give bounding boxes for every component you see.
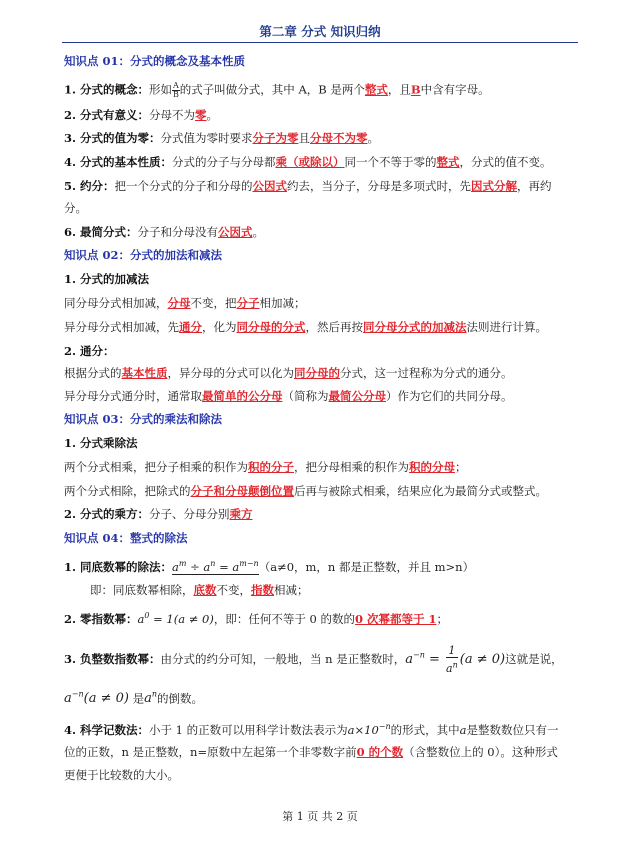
paragraph-reciprocal: $a^{-n}(a \ne 0)$ 是$a^n$的倒数。: [64, 690, 204, 707]
fraction-a-over-b: $\frac{A}{B}$: [172, 81, 179, 99]
formula-a-n: $a^n$: [144, 690, 158, 707]
paragraph-reduction-cont: 分。: [64, 201, 87, 215]
formula-scientific: $a\times 10^{-n}$: [347, 722, 391, 737]
formula-a-neg-n: $a^{-n}(a \ne 0)$: [64, 690, 129, 707]
paragraph-lcd: 异分母分式通分时，通常取最简单的公分母（简称为最简公分母）作为它们的共同分母。: [64, 389, 513, 403]
formula-power-division: $a^m \div a^n = a^{m-n}$: [172, 559, 259, 574]
subheading-common-denominator: 2. 通分：: [64, 344, 115, 358]
formula-negative-exponent: $a^{-n}$ = $\frac{1}{a^n} (a \ne 0)$: [405, 644, 506, 675]
paragraph-divide: 两个分式相除，把除式的分子和分母颠倒位置后再与被除式相乘，结果应化为最简分式或整式。: [64, 484, 547, 498]
paragraph-negative-exponent: 3. 负整数指数幂：由分式的约分可知，一般地，当 n 是正整数时，$a^{-n}$ = $\frac{1}{a^n} (a \ne 0)$这就是说，: [64, 644, 563, 675]
paragraph-reduction: 5. 约分：把一个分式的分子和分母的公因式约去，当分子，分母是多项式时，先因式分解，再约: [64, 179, 552, 193]
paragraph-scientific-notation: 4. 科学记数法：小于 1 的正数可以用科学计数法表示为$a\times 10^{-n}$的形式，其中a是整数数位只有一: [64, 722, 559, 737]
section-heading-2: 知识点 02：分式的加法和减法: [64, 248, 223, 262]
title-divider: [62, 42, 578, 43]
paragraph-basic-property: 4. 分式的基本性质：分式的分子与分母都乘（或除以）同一个不等于零的整式，分式的值不变。: [64, 155, 552, 169]
paragraph-multiply: 两个分式相乘，把分子相乘的积作为积的分子，把分母相乘的积作为积的分母；: [64, 460, 467, 474]
paragraph-diff-denominator: 异分母分式相加减，先通分，化为同分母的分式，然后再按同分母分式的加减法法则进行计算。: [64, 320, 547, 334]
paragraph-common-def: 根据分式的基本性质，异分母的分式可以化为同分母的分式，这一过程称为分式的通分。: [64, 366, 513, 380]
section-heading-1: 知识点 01：分式的概念及基本性质: [64, 54, 246, 68]
paragraph-concept: 1. 分式的概念：形如 $\frac{A}{B}$ 的式子叫做分式，其中 A，B 是两个整式，且B中含有字母。: [64, 81, 490, 99]
paragraph-scientific-end: 更便于比较数的大小。: [64, 768, 179, 782]
paragraph-same-base-division: 1. 同底数幂的除法：$a^m \div a^n = a^{m-n}(a\ne 0$，m，n 都是正整数，并且 m>n）: [64, 559, 475, 574]
paragraph-power: 2. 分式的乘方：分子、分母分别乘方: [64, 507, 253, 521]
paragraph-simplest: 6. 最简分式：分子和分母没有公因式。: [64, 225, 265, 239]
subheading-mul-div: 1. 分式乘除法: [64, 436, 138, 450]
formula-zero-exponent: $a^0 = 1(a \ne 0)$: [137, 611, 214, 626]
paragraph-meaningful: 2. 分式有意义：分母不为零。: [64, 108, 219, 122]
section-heading-3: 知识点 03：分式的乘法和除法: [64, 412, 223, 426]
paragraph-same-base-rule: 即：同底数幂相除，底数不变，指数相减；: [90, 583, 309, 597]
section-heading-4: 知识点 04：整式的除法: [64, 531, 188, 545]
page-title: 第二章 分式 知识归纳: [259, 24, 381, 39]
paragraph-scientific-cont: 位的正数，n 是正整数，n=原数中左起第一个非零数字前0 的个数（含整数位上的 0）。这种形式: [64, 745, 558, 759]
paragraph-zero-exponent: 2. 零指数幂：$a^0 = 1(a \ne 0)$，即：任何不等于 0 的数的0 次幂都等于 1；: [64, 611, 448, 626]
subheading-add-sub: 1. 分式的加减法: [64, 272, 150, 286]
page-footer: 第 1 页 共 2 页: [282, 810, 358, 823]
paragraph-same-denominator: 同分母分式相加减，分母不变，把分子相加减；: [64, 296, 306, 310]
paragraph-zero-value: 3. 分式的值为零：分式值为零时要求分子为零且分母不为零。: [64, 131, 380, 145]
